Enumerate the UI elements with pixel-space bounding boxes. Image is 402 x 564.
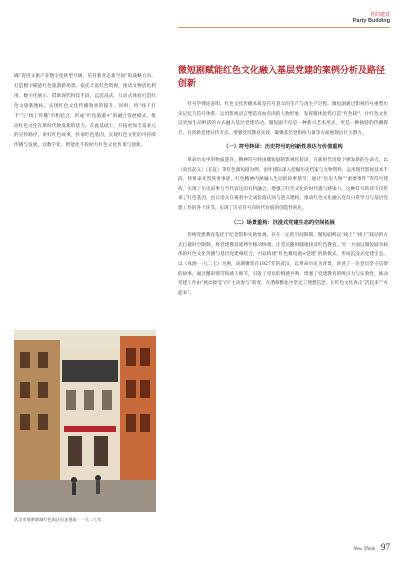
section-name: 党的建设 bbox=[369, 12, 390, 18]
street-photo-illustration bbox=[14, 330, 156, 512]
article-column bbox=[178, 65, 388, 298]
section-1-heading: （一）符号转译：历史符号的创新性表达与价值重构 bbox=[223, 144, 343, 151]
magazine-name: New Think bbox=[353, 547, 375, 552]
article-title: 微短剧赋能红色文化融入基层党建的案例分析及路径创新 bbox=[178, 66, 386, 89]
left-column-text: 确“促进文旅产业数字化转型升级，培育新业态新空间”的战略方向，打造数字赋能红色旅游新场景。依托丰富红色资源，推动文物活化利用、数字化展示，借助现代科技手段，以沉浸式、互动式体验打造红色文旅新地标，实现红色文化传播效果的提升。同时，将“线下打卡”与“线上传播”有机结合，形成“红色旅游+”的融合发展模式，推动红色文化在新时代焕发新的活力。在此基础上，开拓更加丰富多元的宣传路径，讲好红色故事，传承红色基因，实现红色文化的可持续传播与发展，以数字化、智能化手段助力红色文化传承与创新。 bbox=[14, 74, 156, 149]
intro-paragraph: 符号学理论表明，红色文化传播本质是符号意义的生产与再生产过程。微短剧通过影视符号重塑历史记忆与符号体系，运用影视语言塑造有血有肉的人物形象，发挥媒体优势打造“红色IP”，让红色文化以更加生动鲜活的方式融入基层党建活动。微短剧不仅是一种新兴艺术形式，更是一种独特的传播媒介，在创新党建宣传方式、增强党员教育实效、凝聚基层党组织力量等方面展现出巨大潜力。 bbox=[178, 102, 388, 136]
section-2-heading: （二）场景重构：沉浸式党建生态的空间拓展 bbox=[231, 219, 335, 226]
section-name-en: Party Building bbox=[352, 18, 390, 24]
page-number: 97 bbox=[381, 542, 390, 552]
page-header bbox=[353, 12, 390, 24]
header-divider bbox=[178, 27, 390, 28]
photo-caption: 武汉市黎黄陂路红色街区旧址建筑 · 一九二七年 bbox=[14, 517, 102, 522]
street-photo bbox=[14, 330, 156, 512]
section-2-paragraph: 传统党建教育依托于纪念馆和实地参观，存在一定的空间限制。微短剧则以“线上”“线下”联动的方式打破时空限制，将党建教育延伸至移动终端，让党员随时随地接受红色教育。另一方面以微短剧为载体的红色文化传播与基层党建相结合，可以构建“红色微短剧+党建”的新模式，形成沉浸式党建生态。以《真理·一九二七》为例，该剧聚焦在1927年的武汉，以革命历史为背景，讲述了一位党员坚守信仰的故事，通过精彩情节和感人细节，引发了党员的情感共鸣，增强了党建教育的吸引力与实效性，推动党建工作由“被动接受”向“主动参与”转变，在潜移默化中坚定了理想信念，让红色文化真正“活起来”“火起来”。 bbox=[178, 233, 388, 296]
page-footer bbox=[353, 542, 390, 552]
section-1-paragraph: 革命历史中的物质遗存、精神符号经由微短剧的影视化转译，在新时代语境下焕发新的生命力。以《南昌起义》《长征》等红色微短剧为例，创作团队深入挖掘历史档案与文物资料，运用现代影视技术手段，将革命先烈英勇事迹、红色精神内涵融入生动的故事情节，通过“历史人物”“重要事件”等符号建构，实现了历史叙事与当代表达的有机融合，增强了红色文化的时代感与感染力。这种符号转译不仅传承了红色基因，也让受众在观看中完成价值认同与意义建构，推动红色文化融入党员日常学习与基层党建工作的各个环节，实现了历史符号向时代价值的创造性转化。 bbox=[178, 157, 388, 211]
